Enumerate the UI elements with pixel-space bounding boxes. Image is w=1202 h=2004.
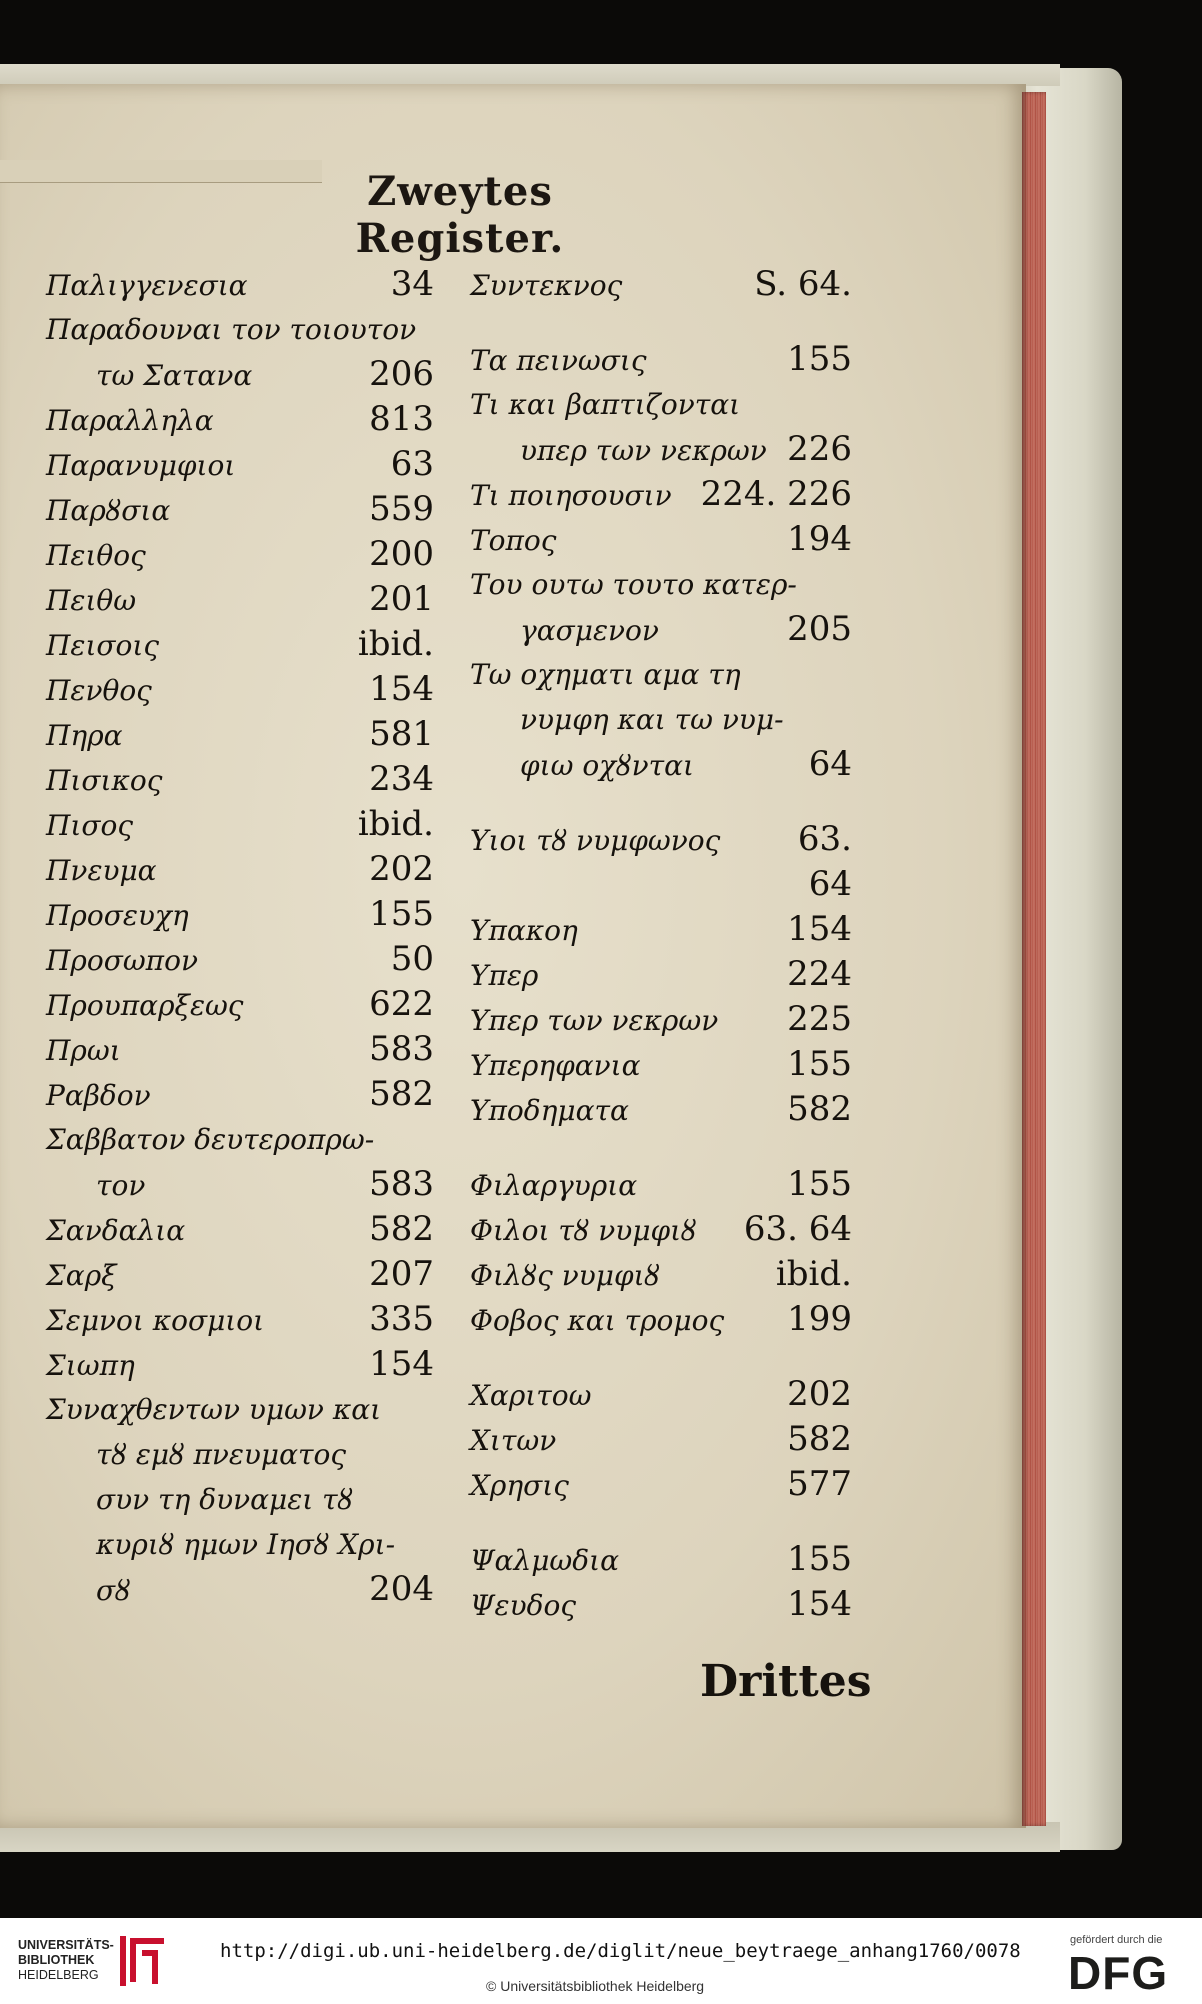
- page-reference: 559: [369, 489, 434, 529]
- index-line: [46, 712, 434, 757]
- page-reference: 207: [369, 1254, 434, 1294]
- index-line: [470, 742, 852, 787]
- index-term: Πισικος: [46, 764, 163, 797]
- index-line: [470, 862, 852, 907]
- index-term: Ψευδος: [470, 1589, 576, 1622]
- index-entry: [470, 1372, 852, 1417]
- index-entry: [46, 307, 434, 397]
- index-term: κυριȣ ημων Ιησȣ Χρι-: [96, 1528, 396, 1561]
- index-term: Φιλαργυρια: [470, 1169, 638, 1202]
- index-line: [46, 937, 434, 982]
- index-entry: [470, 1417, 852, 1462]
- index-term: Χρησις: [470, 1469, 569, 1502]
- index-entry: [46, 532, 434, 577]
- index-line: [470, 517, 852, 562]
- index-entry: [46, 1117, 434, 1207]
- index-term: Υιοι τȣ νυμφωνος: [470, 824, 721, 857]
- funding-note: gefördert durch die: [1070, 1934, 1163, 1946]
- index-line: [470, 1537, 852, 1582]
- index-entry: [46, 442, 434, 487]
- index-line: [470, 1162, 852, 1207]
- index-term: Χιτων: [470, 1424, 557, 1457]
- index-line: [470, 697, 852, 742]
- index-line: [46, 982, 434, 1027]
- index-line: [470, 607, 852, 652]
- index-entry: [470, 907, 852, 952]
- index-line: [46, 757, 434, 802]
- index-line: [46, 307, 434, 352]
- page-reference: 64: [808, 864, 852, 904]
- index-term: Πεισοις: [46, 629, 160, 662]
- index-line: [46, 1027, 434, 1072]
- index-entry: [470, 1537, 852, 1582]
- library-name-line1: UNIVERSITÄTS-: [18, 1938, 114, 1952]
- page-reference: 200: [369, 534, 434, 574]
- index-line: [46, 1342, 434, 1387]
- index-entry: [470, 517, 852, 562]
- index-entry: [470, 652, 852, 787]
- index-entry: [470, 1162, 852, 1207]
- page-reference: 226: [787, 429, 852, 469]
- index-term: Πενθος: [46, 674, 152, 707]
- index-entry: [470, 382, 852, 472]
- index-entry: [470, 472, 852, 517]
- index-line: [46, 1252, 434, 1297]
- index-line: [470, 817, 852, 862]
- page-reference: 155: [787, 1164, 852, 1204]
- index-entry: [470, 1207, 852, 1252]
- index-entry: [470, 1252, 852, 1297]
- index-line: [46, 1387, 434, 1432]
- index-entry: [46, 1387, 434, 1612]
- page-reference: 622: [369, 984, 434, 1024]
- index-term: Υπερ των νεκρων: [470, 1004, 719, 1037]
- page-reference: 63. 64: [743, 1209, 852, 1249]
- page-heading: Zweytes Register.: [355, 168, 565, 262]
- entry-spacer: [470, 1132, 852, 1162]
- index-entry: [470, 997, 852, 1042]
- page-reference: 64: [808, 744, 852, 784]
- index-line: [46, 487, 434, 532]
- index-term: υπερ των νεκρων: [520, 434, 767, 467]
- index-entry: [46, 622, 434, 667]
- page-reference: 583: [369, 1164, 434, 1204]
- index-term: Παραδουναι τον τοιουτον: [46, 313, 417, 346]
- index-term: Ψαλμωδια: [470, 1544, 619, 1577]
- index-term: Υπερηφανια: [470, 1049, 641, 1082]
- index-entry: [470, 262, 852, 307]
- index-line: [470, 427, 852, 472]
- page-reference: 202: [787, 1374, 852, 1414]
- index-entry: [46, 982, 434, 1027]
- page-reference: 155: [787, 1539, 852, 1579]
- entry-spacer: [470, 307, 852, 337]
- index-line: [46, 1117, 434, 1162]
- page-reference: 63: [390, 444, 434, 484]
- entry-spacer: [470, 1342, 852, 1372]
- catchword: Drittes: [700, 1656, 872, 1707]
- index-entry: [470, 562, 852, 652]
- index-entry: [46, 937, 434, 982]
- index-term: γασμενον: [520, 614, 659, 647]
- page-reference: 155: [787, 339, 852, 379]
- index-line: [46, 847, 434, 892]
- index-term: Σαββατον δευτεροπρω-: [46, 1123, 375, 1156]
- index-term: Παραλληλα: [46, 404, 214, 437]
- index-term: Σαρξ: [46, 1259, 117, 1292]
- index-line: [46, 667, 434, 712]
- index-line: [470, 1042, 852, 1087]
- index-term: τȣ εμȣ πνευματος: [96, 1438, 347, 1471]
- index-term: Πειθος: [46, 539, 146, 572]
- index-term: Προσωπον: [46, 944, 198, 977]
- index-entry: [470, 337, 852, 382]
- index-line: [470, 1207, 852, 1252]
- page-reference: ibid.: [357, 804, 434, 844]
- index-entry: [470, 1042, 852, 1087]
- library-logo-icon: [118, 1934, 168, 1988]
- library-name-line3: HEIDELBERG: [18, 1968, 99, 1982]
- library-name-line2: BIBLIOTHEK: [18, 1953, 95, 1967]
- index-term: Υπακοη: [470, 914, 578, 947]
- page-reference: ibid.: [357, 624, 434, 664]
- footer-bar: [0, 1918, 1202, 2004]
- index-line: [470, 1087, 852, 1132]
- index-entry: [46, 802, 434, 847]
- index-term: τον: [96, 1169, 146, 1202]
- index-term: Υπερ: [470, 959, 539, 992]
- page-reference: 63.: [797, 819, 852, 859]
- index-entry: [470, 1462, 852, 1507]
- page-reference: 155: [369, 894, 434, 934]
- index-entry: [46, 1342, 434, 1387]
- page-reference: 234: [369, 759, 434, 799]
- index-term: Τω οχηματι αμα τη: [470, 658, 741, 691]
- index-term: Χαριτοω: [470, 1379, 592, 1412]
- page-reference: 202: [369, 849, 434, 889]
- index-line: [470, 907, 852, 952]
- page-reference: 582: [369, 1074, 434, 1114]
- index-term: Πειθω: [46, 584, 137, 617]
- index-entry: [46, 397, 434, 442]
- index-line: [470, 337, 852, 382]
- index-term: Παλιγγενεσια: [46, 269, 248, 302]
- page-reference: S. 64.: [754, 264, 852, 304]
- red-page-edge: [1022, 92, 1046, 1826]
- index-line: [470, 1582, 852, 1627]
- page-reference: 154: [369, 669, 434, 709]
- index-entry: [46, 892, 434, 937]
- page-reference: 154: [369, 1344, 434, 1384]
- index-line: [470, 997, 852, 1042]
- index-term: Συναχθεντων υμων και: [46, 1393, 382, 1426]
- index-term: Πρωι: [46, 1034, 121, 1067]
- index-term: Τι ποιησουσιν: [470, 479, 672, 512]
- index-line: [46, 1477, 434, 1522]
- copyright-notice: © Universitätsbibliothek Heidelberg: [486, 1978, 705, 1994]
- index-line: [46, 622, 434, 667]
- entry-spacer: [470, 787, 852, 817]
- index-term: τω Σατανα: [96, 359, 253, 392]
- permalink-url[interactable]: http://digi.ub.uni-heidelberg.de/diglit/neue_beytraege_anhang1760/0078: [220, 1940, 1021, 1962]
- page-reference: 335: [369, 1299, 434, 1339]
- index-entry: [470, 817, 852, 907]
- right-index-column: [470, 262, 852, 1627]
- library-name: [18, 1938, 114, 1983]
- index-line: [470, 652, 852, 697]
- index-term: Υποδηματα: [470, 1094, 629, 1127]
- page-reference: 155: [787, 1044, 852, 1084]
- page-reference: 154: [787, 909, 852, 949]
- index-entry: [46, 1072, 434, 1117]
- page-reference: 204: [369, 1569, 434, 1609]
- index-line: [46, 1432, 434, 1477]
- index-line: [470, 1417, 852, 1462]
- page-reference: 813: [369, 399, 434, 439]
- index-entry: [46, 1252, 434, 1297]
- index-line: [46, 352, 434, 397]
- page-reference: 224: [787, 954, 852, 994]
- index-term: Του ουτω τουτο κατερ-: [470, 568, 797, 601]
- page-reference: 225: [787, 999, 852, 1039]
- index-line: [470, 1372, 852, 1417]
- page-reference: 206: [369, 354, 434, 394]
- index-line: [46, 577, 434, 622]
- index-term: Τοπος: [470, 524, 557, 557]
- index-term: Πηρα: [46, 719, 123, 752]
- index-entry: [46, 847, 434, 892]
- index-term: Φιλοι τȣ νυμφιȣ: [470, 1214, 697, 1247]
- index-line: [46, 802, 434, 847]
- page-reference: 224. 226: [700, 474, 852, 514]
- index-term: Φιλȣς νυμφιȣ: [470, 1259, 661, 1292]
- page-reference: 199: [787, 1299, 852, 1339]
- index-entry: [470, 952, 852, 997]
- index-term: νυμφη και τω νυμ-: [520, 703, 784, 736]
- page-reference: 50: [390, 939, 434, 979]
- index-line: [46, 442, 434, 487]
- page-reference: 577: [787, 1464, 852, 1504]
- index-term: Παρανυμφιοι: [46, 449, 236, 482]
- index-entry: [470, 1297, 852, 1342]
- index-line: [470, 382, 852, 427]
- index-entry: [46, 577, 434, 622]
- index-entry: [470, 1087, 852, 1132]
- index-term: Προσευχη: [46, 899, 189, 932]
- page-reference: 582: [787, 1089, 852, 1129]
- page-reference: 581: [369, 714, 434, 754]
- index-line: [46, 1072, 434, 1117]
- page-reference: 201: [369, 579, 434, 619]
- index-term: Παρȣσια: [46, 494, 171, 527]
- index-term: σȣ: [96, 1574, 131, 1607]
- index-entry: [46, 1297, 434, 1342]
- index-term: Σεμνοι κοσμιοι: [46, 1304, 265, 1337]
- index-line: [470, 1462, 852, 1507]
- index-line: [46, 1207, 434, 1252]
- index-line: [470, 472, 852, 517]
- page-reference: 205: [787, 609, 852, 649]
- index-line: [470, 952, 852, 997]
- index-line: [46, 262, 434, 307]
- index-line: [470, 1252, 852, 1297]
- index-line: [470, 262, 852, 307]
- index-term: συν τη δυναμει τȣ: [96, 1483, 354, 1516]
- index-term: Φοβος και τρομος: [470, 1304, 725, 1337]
- index-entry: [46, 1027, 434, 1072]
- left-index-column: [46, 262, 434, 1612]
- index-line: [46, 1162, 434, 1207]
- index-term: Προυπαρξεως: [46, 989, 244, 1022]
- index-entry: [46, 757, 434, 802]
- page-reference: 194: [787, 519, 852, 559]
- index-line: [46, 1297, 434, 1342]
- page-reference: 582: [369, 1209, 434, 1249]
- index-line: [46, 397, 434, 442]
- index-term: Σιωπη: [46, 1349, 135, 1382]
- index-entry: [46, 262, 434, 307]
- page-reference: ibid.: [775, 1254, 852, 1294]
- page-reference: 582: [787, 1419, 852, 1459]
- index-line: [46, 532, 434, 577]
- page-tab: [0, 160, 322, 183]
- index-term: Πνευμα: [46, 854, 157, 887]
- page-reference: 154: [787, 1584, 852, 1624]
- index-term: Συντεκνος: [470, 269, 623, 302]
- dfg-logo: DFG: [1068, 1947, 1169, 1999]
- index-entry: [46, 487, 434, 532]
- index-line: [470, 562, 852, 607]
- page-reference: 583: [369, 1029, 434, 1069]
- index-line: [470, 1297, 852, 1342]
- page-reference: 34: [390, 264, 434, 304]
- index-term: φιω οχȣνται: [520, 749, 695, 782]
- index-term: Τα πεινωσις: [470, 344, 647, 377]
- entry-spacer: [470, 1507, 852, 1537]
- index-term: Πισος: [46, 809, 134, 842]
- index-line: [46, 1567, 434, 1612]
- index-term: Ραβδον: [46, 1079, 151, 1112]
- index-entry: [46, 712, 434, 757]
- index-term: Σανδαλια: [46, 1214, 186, 1247]
- index-entry: [46, 667, 434, 712]
- index-entry: [46, 1207, 434, 1252]
- index-line: [46, 1522, 434, 1567]
- index-line: [46, 892, 434, 937]
- index-term: Τι και βαπτιζονται: [470, 388, 741, 421]
- binding-top-edge: [0, 64, 1060, 86]
- index-entry: [470, 1582, 852, 1627]
